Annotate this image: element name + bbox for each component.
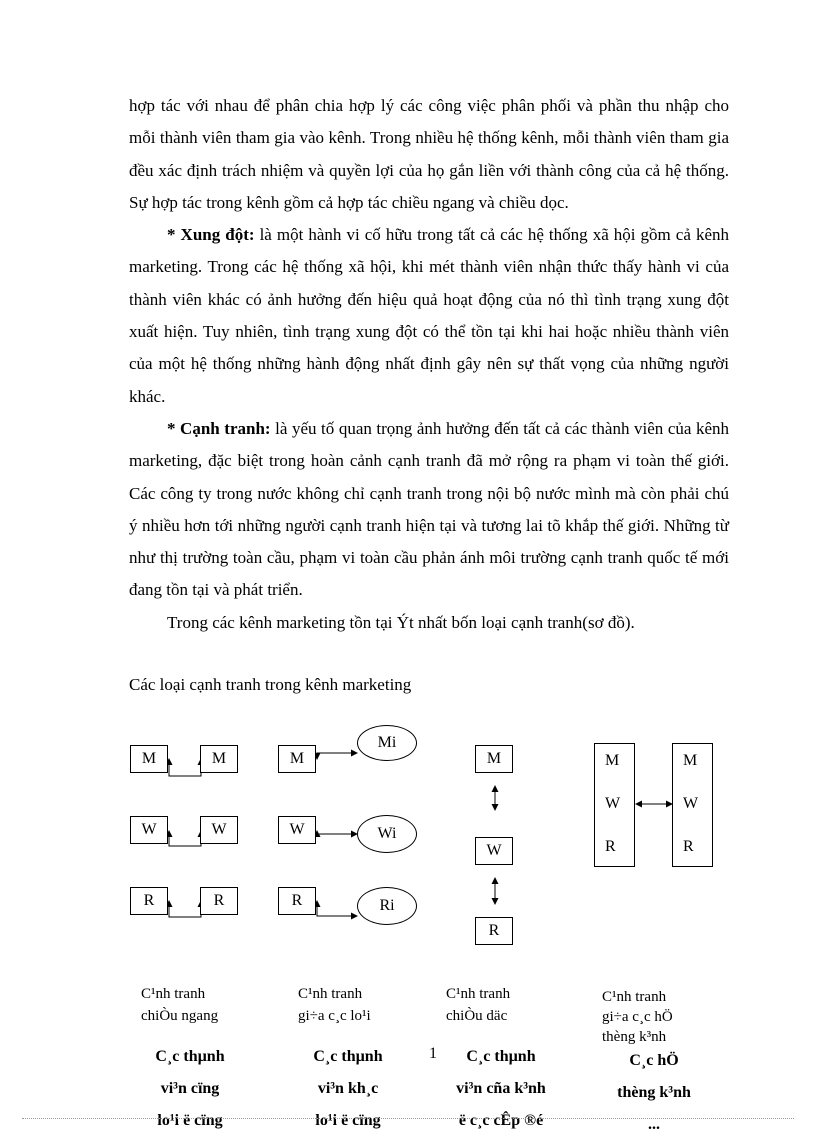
arrow-r-r [169,901,201,917]
box-m-4: M [475,745,513,773]
competition-heading: * Cạnh tranh: [167,418,271,438]
box-r-1: R [130,887,168,915]
caption-vertical [446,983,510,1027]
label-vertical [440,1048,562,1144]
caption-line: C¹nh tranh [141,986,206,1002]
label-line: ë c¸c cÊp ®é [458,1112,544,1129]
arrow-w-w [169,831,201,846]
label-line: vi³n kh¸c [317,1080,379,1097]
system-right-w: W [683,795,699,812]
page-break-line [22,1118,794,1119]
paragraph-conflict [129,219,729,413]
arrow-r-ri [317,901,357,916]
system-box-right [672,743,713,867]
caption-line: C¹nh tranh [602,989,667,1005]
paragraph-cooperation: hợp tác với nhau để phân chia hợp lý các công việc phân phối và phần thu nhập cho mỗi thành viên tham gia vào kênh. Trong nhiều hệ thống kênh, mỗi thành viên tham gia đều xác định trách nhiệm và quyền lợi của họ gắn liền với thành công của cả hệ thống. Sự hợp tác trong kênh gồm cả hợp tác chiều ngang và chiều dọc. [129,96,729,212]
caption-intertype [298,983,371,1027]
label-line: lo¹i ë cïng [315,1112,381,1129]
label-line: thèng k³nh [617,1084,691,1101]
label-intertype [290,1048,406,1144]
label-line: C¸c thµnh [155,1048,225,1065]
box-w-1: W [130,816,168,844]
ellipse-mi: Mi [357,725,417,761]
ellipse-ri: Ri [357,887,417,925]
arrow-m-mi [317,753,357,759]
diagram-title: Các loại cạnh tranh trong kênh marketing [129,675,412,694]
conflict-text: là một hành vi cố hữu trong tất cả các hệ thống xã hội gồm cả kênh marketing. Trong các hệ thống xã hội, khi mét thành viên nhận thức thấy hành vi của thành viên khác có ảnh hưởng đến hiệu quả hoạt động của nó thì tình trạng xung đột xuất hiện. Tuy nhiên, tình trạng xung đột có thể tồn tại khi hai hoặc nhiều thành viên của một hệ thống những hành động nhất định gây nên sự thất vọng của những người khác. [129,225,729,406]
label-line: C¸c thµnh [313,1048,383,1065]
box-m-2: M [200,745,238,773]
ellipse-wi: Wi [357,815,417,853]
box-r-4: R [475,917,513,945]
system-left-r: R [605,838,616,855]
box-w-2: W [200,816,238,844]
label-line: ... [648,1116,660,1133]
caption-system [602,987,673,1047]
box-r-3: R [278,887,316,915]
label-line: C¸c thµnh [466,1048,536,1065]
label-line: C¸c hÖ [629,1052,679,1069]
label-line: vi³n cïng [160,1080,220,1097]
box-m-1: M [130,745,168,773]
system-left-w: W [605,795,621,812]
system-box-left [594,743,635,867]
label-line: vi³n cña k³nh [456,1080,546,1097]
system-left-m: M [605,752,620,769]
paragraph-four-types: Trong các kênh marketing tồn tại Ýt nhất bốn loại cạnh tranh(sơ đồ). [167,612,635,632]
conflict-heading: * Xung đột: [167,225,255,245]
label-system [596,1052,712,1148]
box-w-4: W [475,837,513,865]
caption-line: gi÷a c¸c lo¹i [298,1008,371,1024]
caption-horizontal [141,983,218,1027]
page-number: 1 [429,1045,437,1062]
caption-line: C¹nh tranh [298,986,363,1002]
caption-line: chiÒu ngang [141,1008,219,1024]
box-w-3: W [278,816,316,844]
competition-text: là yếu tố quan trọng ảnh hưởng đến tất cả các thành viên của kênh marketing, đặc biệt trong hoàn cảnh cạnh tranh đã mở rộng ra phạm vi toàn thế giới. Các công ty trong nước không chỉ cạnh tranh trong nội bộ nước mình mà còn phải chú ý nhiều hơn tới những người cạnh tranh hiện tại và tương lai tõ khắp thế giới. Những từ như thị trường toàn cầu, phạm vi toàn cầu phản ánh môi trường cạnh tranh quốc tế mới đang tồn tại và phát triển. [129,418,730,600]
label-horizontal [130,1048,250,1144]
arrow-m-m [169,759,201,776]
caption-line: chiÒu däc [446,1008,508,1024]
box-m-3: M [278,745,316,773]
paragraph-competition [129,413,729,607]
arrow-w-wi [317,831,357,834]
system-right-m: M [683,752,698,769]
caption-line: gi÷a c¸c hÖ [602,1009,673,1025]
system-right-r: R [683,838,694,855]
body-text [129,90,729,639]
box-r-2: R [200,887,238,915]
label-line: lo¹i ë cïng [157,1112,223,1129]
caption-line: C¹nh tranh [446,986,511,1002]
caption-line: thèng k³nh [602,1029,667,1045]
